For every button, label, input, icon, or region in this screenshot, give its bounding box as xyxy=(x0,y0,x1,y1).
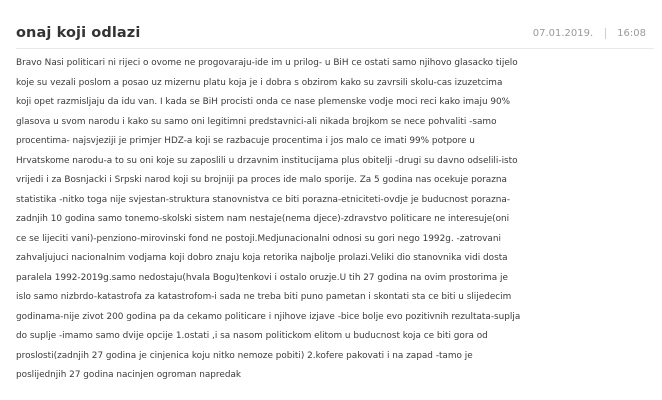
comment-header xyxy=(16,22,646,44)
comment-body-line: Bravo Nasi politicari ni rijeci o ovome ne progovaraju-ide im u prilog- u BiH ce ostati samo njihovo glasacko tijelo xyxy=(16,58,518,68)
comment-body-line: vrijedi i za Bosnjacki i Srpski narod koji su brojniji pa proces ide malo sporije. Za 5 godina nas ocekuje porazna xyxy=(16,175,507,185)
comment-date: 07.01.2019. xyxy=(532,27,594,39)
comment-body-line: proslosti(zadnjih 27 godina je cinjenica koju nitko nemoze pobiti) 2.kofere pakovati i na zapad -tamo je xyxy=(16,350,473,361)
comment-body-line: zadnjih 10 godina samo tonemo-skolski sistem nam nestaje(nema djece)-zdravstvo politicare ne interesuje(oni xyxy=(16,214,510,224)
comment-meta xyxy=(533,28,646,39)
comment-body-line: ce se lijeciti vani)-penziono-mirovinski fond ne postoji.Medjunacionalni odnosi su gori nego 1992g. -zatrovani xyxy=(16,233,501,244)
comment-body-line: procentima- najsvjeziji je primjer HDZ-a koji se razbacuje procentima i jos malo ce imati 99% potpore u xyxy=(16,136,475,146)
comment-body-line: godinama-nije zivot 200 godina pa da cekamo politicare i njihove izjave -bice bolje evo pozitivnih rezultata-suplja xyxy=(16,311,521,322)
comment-body-line: koje su vezali poslom a posao uz mizernu platu koja je i dobra s obzirom kako su zavrsili skolu-cas izuzetcima xyxy=(16,77,503,88)
comment-body-line: glasova u svom narodu i kako su samo oni legitimni predstavnici-ali nikada brojkom se nece pohvaliti -samo xyxy=(16,116,497,127)
comment-body-line: paralela 1992-2019g.samo nedostaju(hvala Bogu)tenkovi i ostalo oruzje.U tih 27 godina na ovim prostorima je xyxy=(16,272,508,283)
comment-body-line: do suplje -imamo samo dvije opcije 1.ostati ,i sa nasom politickom elitom u buducnost koja ce biti gora od xyxy=(16,331,488,341)
comment-author[interactable]: onaj koji odlazi xyxy=(16,25,141,41)
comment-body-line: statistika -nitko toga nije svjestan-struktura stanovnistva ce biti porazna-etniciteti-ovdje je buducnost porazna- xyxy=(16,194,511,205)
comment-time: 16:08 xyxy=(617,27,646,39)
header-divider xyxy=(16,48,654,49)
comment-body-line: islo samo nizbrdo-katastrofa za katastrofom-i sada ne treba biti puno pametan i skontati sta ce biti u slijedecim xyxy=(16,292,512,302)
comment-body-line: koji opet razmisljaju da idu van. I kada se BiH procisti onda ce nase plemenske vodje moci reci kako imaju 90% xyxy=(16,97,511,107)
comment-body xyxy=(16,54,652,386)
meta-separator xyxy=(605,28,606,39)
comment-body-line: zahvaljujuci nacionalnim vodjama koji dobro znaju koja retorika najbolje prolazi.Veliki dio stanovnika vidi dosta xyxy=(16,253,508,263)
comment-body-line: poslijednjih 27 godina nacinjen ogroman napredak xyxy=(16,370,242,380)
comment-body-line: Hrvatskome narodu-a to su oni koje su zaposlili u drzavnim institucijama plus obitelji -drugi su davno odselili-isto xyxy=(16,155,518,166)
